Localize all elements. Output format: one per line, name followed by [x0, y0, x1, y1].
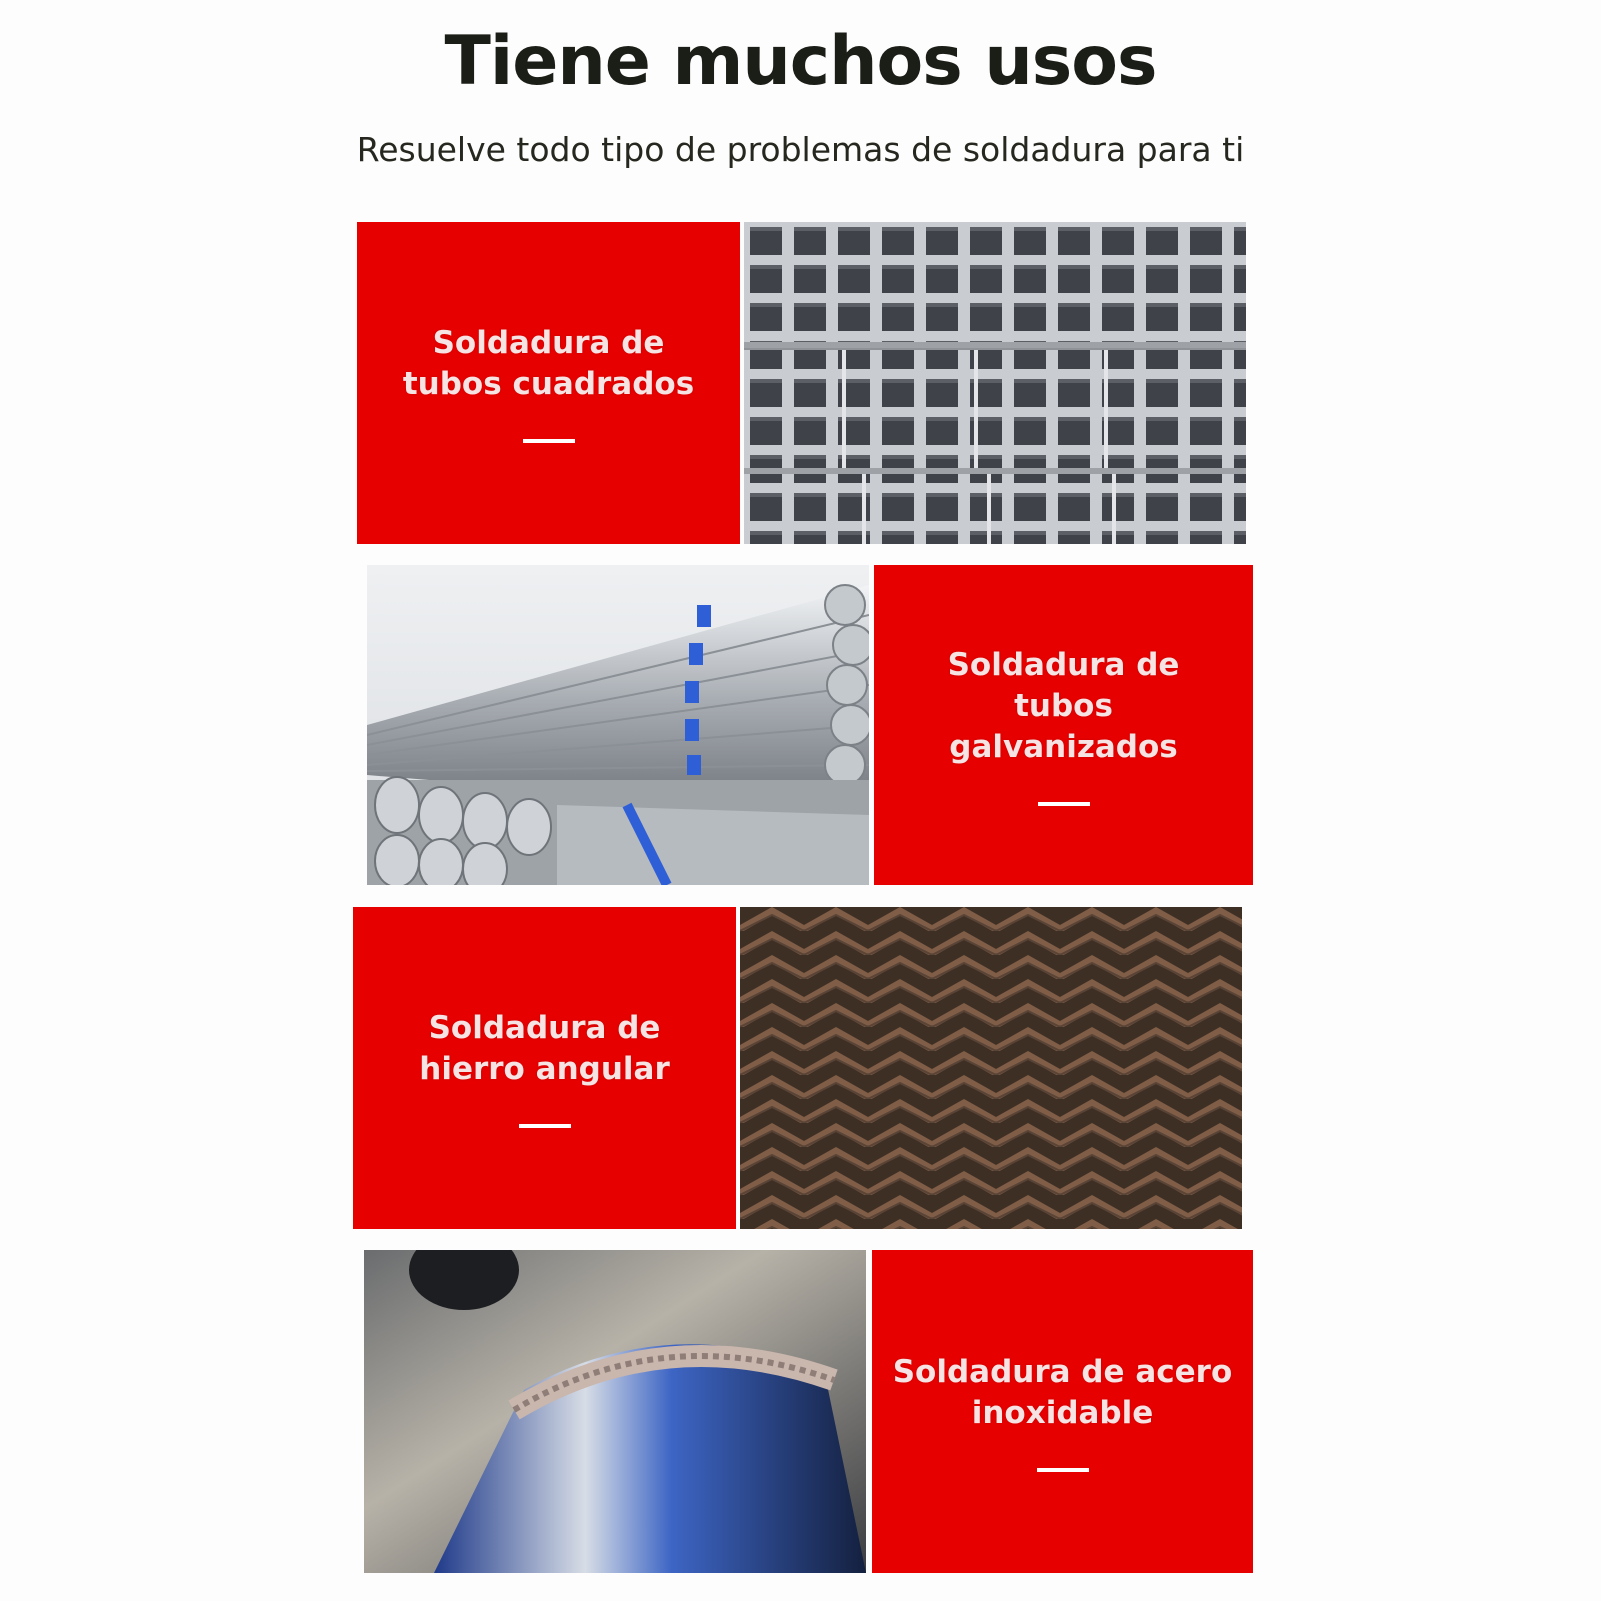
panel-divider: [1037, 1468, 1089, 1472]
panel-divider: [523, 439, 575, 443]
use-label-stainless-steel: Soldadura de acero inoxidable: [892, 1353, 1233, 1431]
use-panel-stainless-steel: [872, 1250, 1253, 1573]
use-panel-square-tubes: [357, 222, 740, 544]
panel-divider: [1038, 802, 1090, 806]
use-panel-angle-iron: [353, 907, 736, 1229]
use-label-angle-iron: Soldadura de hierro angular: [419, 1010, 670, 1087]
angle-iron-photo: [740, 907, 1242, 1229]
stainless-steel-weld-photo: [364, 1250, 866, 1573]
page-subtitle: Resuelve todo tipo de problemas de soldadura para ti: [356, 130, 1245, 169]
galvanized-pipes-photo: [367, 565, 869, 885]
panel-divider: [519, 1124, 571, 1128]
use-label-square-tubes: Soldadura de tubos cuadrados: [402, 325, 695, 402]
use-label-galvanized-pipes: Soldadura de tubos galvanizados: [947, 646, 1180, 765]
square-steel-tubes-photo: [744, 222, 1246, 544]
use-panel-galvanized-pipes: [874, 565, 1253, 885]
page-title: Tiene muchos usos: [444, 22, 1157, 101]
